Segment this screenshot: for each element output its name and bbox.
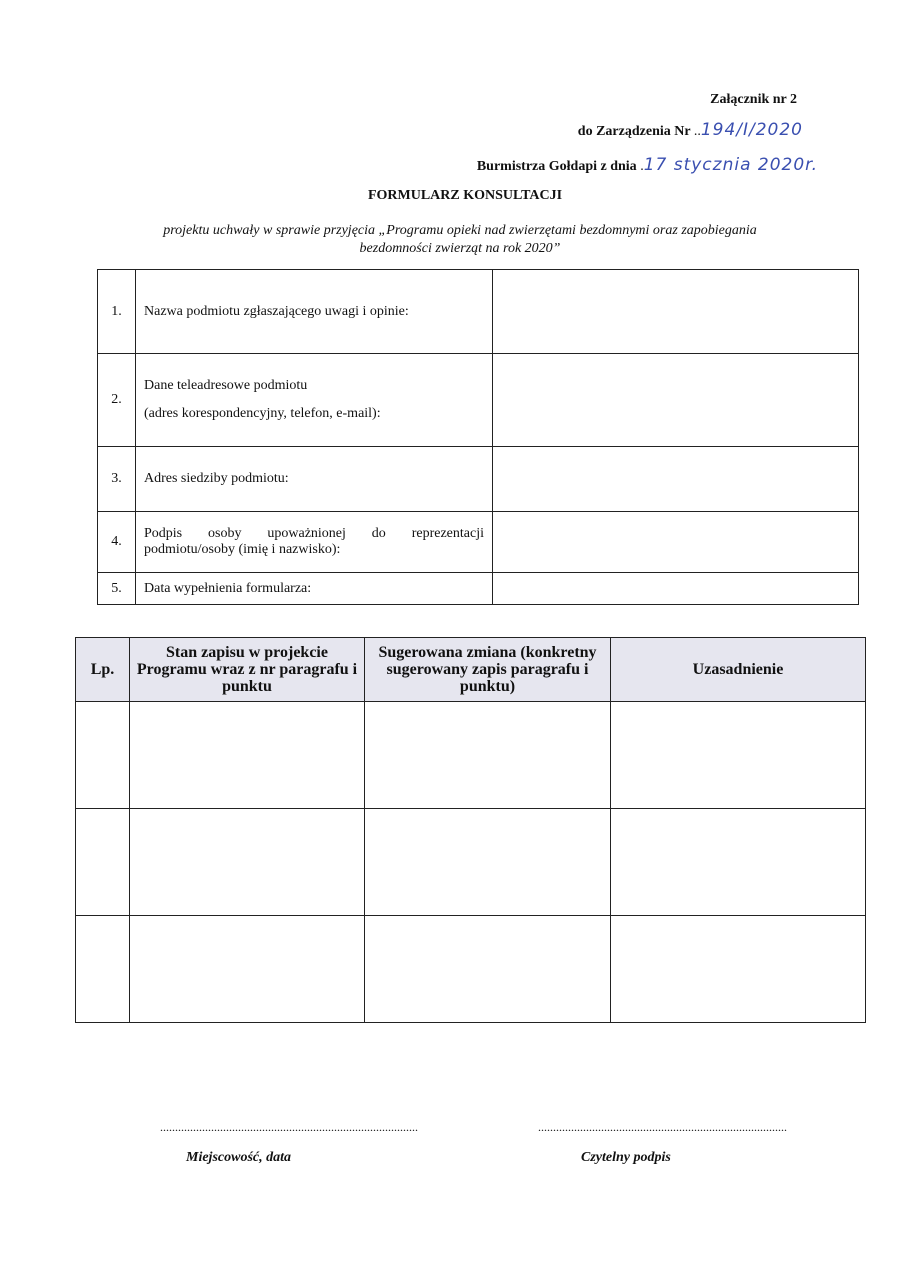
row-label-line-2: (adres korespondencyjny, telefon, e-mail): bbox=[144, 406, 381, 421]
lp-cell[interactable] bbox=[76, 702, 130, 809]
table-row bbox=[98, 354, 859, 447]
justification-cell[interactable] bbox=[611, 916, 866, 1023]
place-date-line[interactable]: ...................................................................................... bbox=[160, 1120, 418, 1134]
table-row bbox=[98, 573, 859, 605]
fill-date-field[interactable] bbox=[493, 573, 859, 605]
row-label-line-1: Dane teleadresowe podmiotu bbox=[144, 378, 308, 393]
order-line bbox=[578, 120, 803, 140]
current-text-cell[interactable] bbox=[130, 702, 365, 809]
date-handwritten: 17 stycznia 2020r. bbox=[643, 155, 818, 175]
order-number-handwritten: 194/I/2020 bbox=[700, 120, 803, 140]
mayor-prefix: Burmistrza Gołdapi z dnia bbox=[476, 159, 637, 174]
column-header-lp: Lp. bbox=[76, 638, 130, 702]
suggested-change-cell[interactable] bbox=[365, 809, 611, 916]
dots-filler: . bbox=[640, 159, 644, 174]
table-row bbox=[76, 702, 866, 809]
subtitle-line-2: bezdomności zwierząt na rok 2020” bbox=[359, 241, 561, 256]
table-row bbox=[98, 512, 859, 573]
signature-label: Czytelny podpis bbox=[581, 1150, 671, 1165]
current-text-cell[interactable] bbox=[130, 916, 365, 1023]
row-label bbox=[136, 354, 493, 447]
proposed-changes-table bbox=[75, 637, 866, 1023]
table-row bbox=[76, 916, 866, 1023]
lp-cell[interactable] bbox=[76, 916, 130, 1023]
row-number: 2. bbox=[98, 354, 136, 447]
address-field[interactable] bbox=[493, 447, 859, 512]
lp-cell[interactable] bbox=[76, 809, 130, 916]
row-number: 4. bbox=[98, 512, 136, 573]
column-header-current-text: Stan zapisu w projekcie Programu wraz z nr paragrafu i punktu bbox=[130, 638, 365, 702]
place-date-label: Miejscowość, data bbox=[186, 1150, 291, 1165]
header-row bbox=[76, 638, 866, 702]
row-label bbox=[136, 512, 493, 573]
row-label: Data wypełnienia formularza: bbox=[136, 573, 493, 605]
current-text-cell[interactable] bbox=[130, 809, 365, 916]
row-number: 3. bbox=[98, 447, 136, 512]
entity-info-table bbox=[97, 269, 859, 605]
order-prefix: do Zarządzenia Nr bbox=[577, 124, 691, 139]
signature-field[interactable] bbox=[493, 512, 859, 573]
mayor-line bbox=[477, 155, 818, 175]
column-header-justification: Uzasadnienie bbox=[611, 638, 866, 702]
row-label-line-1: Podpis osoby upoważnionej do reprezentacji bbox=[144, 526, 484, 541]
row-label-line-2: podmiotu/osoby (imię i nazwisko): bbox=[144, 542, 341, 557]
justification-cell[interactable] bbox=[611, 809, 866, 916]
suggested-change-cell[interactable] bbox=[365, 702, 611, 809]
attachment-label: Załącznik nr 2 bbox=[710, 92, 797, 107]
form-subtitle bbox=[60, 222, 860, 258]
table-row bbox=[98, 270, 859, 354]
subtitle-line-1: projektu uchwały w sprawie przyjęcia „Programu opieki nad zwierzętami bezdomnymi oraz zapobiegania bbox=[163, 223, 757, 238]
row-number: 1. bbox=[98, 270, 136, 354]
column-header-suggested-change: Sugerowana zmiana (konkretny sugerowany zapis paragrafu i punktu) bbox=[365, 638, 611, 702]
row-number: 5. bbox=[98, 573, 136, 605]
signature-line[interactable]: ................................................................................... bbox=[538, 1120, 787, 1134]
form-title: FORMULARZ KONSULTACJI bbox=[367, 188, 563, 203]
entity-name-field[interactable] bbox=[493, 270, 859, 354]
suggested-change-cell[interactable] bbox=[365, 916, 611, 1023]
justification-cell[interactable] bbox=[611, 702, 866, 809]
contact-data-field[interactable] bbox=[493, 354, 859, 447]
table-row bbox=[76, 809, 866, 916]
table-row bbox=[98, 447, 859, 512]
dots-filler: .. bbox=[693, 124, 701, 139]
row-label: Adres siedziby podmiotu: bbox=[136, 447, 493, 512]
row-label: Nazwa podmiotu zgłaszającego uwagi i opinie: bbox=[136, 270, 493, 354]
